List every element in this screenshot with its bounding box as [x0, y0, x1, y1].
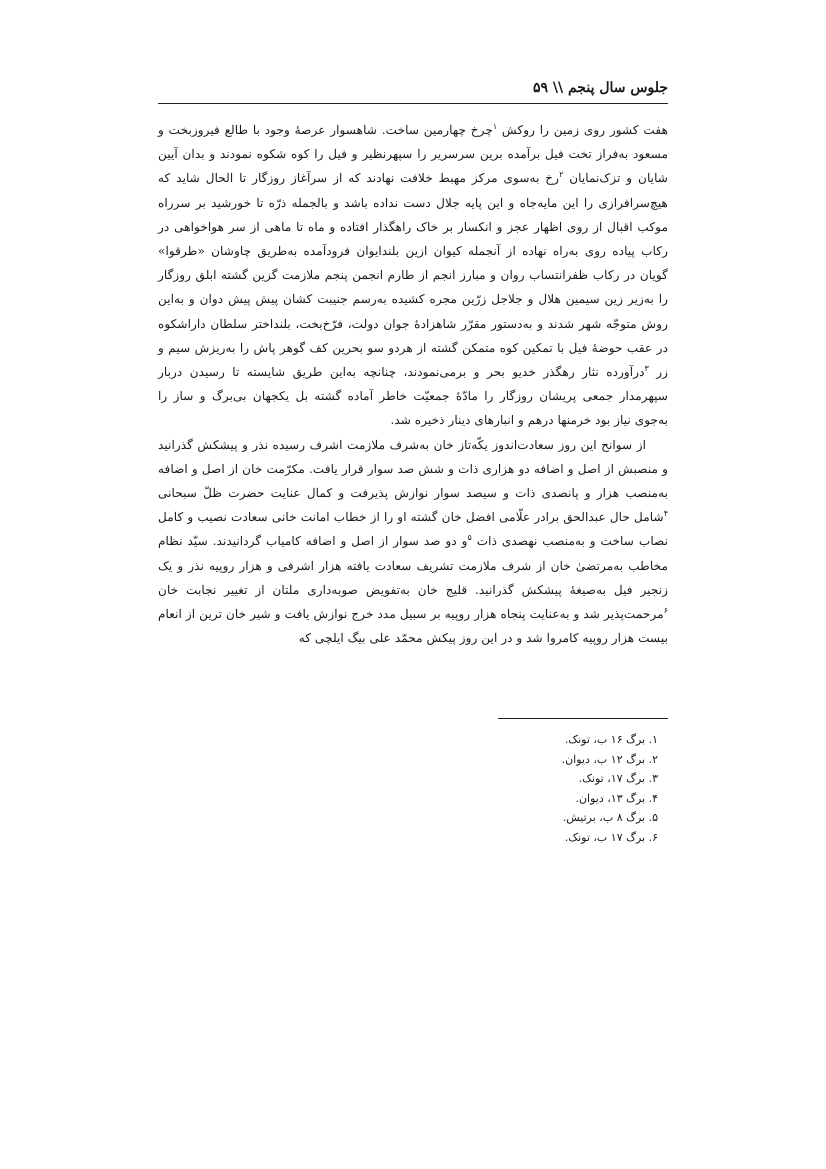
text-run: مرحمت‌پذیر شد و به‌عنایت پنجاه هزار روپیه بر سبیل مدد خرج نوازش یافت و شیر خان ترین از انعام بیست هزار روپیه کامروا شد و در این روز پیکش محمّد علی بیگ ایلچی که [158, 607, 668, 646]
footnotes-list [158, 730, 668, 848]
footnote-item: ۲. برگ ۱۲ ب، دیوان. [561, 752, 658, 766]
footnote-marker-5: ۵ [467, 533, 472, 543]
header-divider [158, 103, 668, 104]
footnote-marker-1: ۱ [492, 121, 498, 131]
footnote-item: ۴. برگ ۱۳، دیوان. [575, 791, 658, 805]
footnote-marker-3: ۳ [644, 363, 649, 373]
footnote-marker-4: ۴ [663, 509, 668, 519]
text-run: شامل حال عبدالحق برادر علّامی افضل خان گشته او را از خطاب امانت خانی سعادت نصیب و کامل نصاب ساخت و به‌منصب نهصدی ذات [158, 510, 668, 549]
paragraph-1 [158, 118, 668, 433]
paragraph-2 [158, 433, 668, 651]
footnote-item: ۳. برگ ۱۷، تونک. [578, 772, 658, 786]
footnote-item: ۱. برگ ۱۶ ب، تونک. [564, 733, 658, 746]
text-run: چرخ چهارمین ساخت. شاهسوار عرصهٔ وجود با طالع فیروزبخت و مسعود به‌فراز تخت فیل برآمده برین سرسریر را سپهرنظیر و فیل را کوه شکوه نمودند و بدان آیین شایان و تزک‌نمایان [158, 123, 668, 186]
footnote-marker-2: ۲ [559, 170, 564, 180]
footnote-divider [498, 718, 668, 719]
text-run: رخ به‌سوی مرکز مهبط خلافت نهادند که از سرآغاز روزگار تا الحال شاید که هیچ‌سرافرازی را این مایه‌جاه و این پایه جلال دست نداده باشد و بالجمله ذرّه تا خورشید بر سرراه موکب اقبال از روی اظهار عجز و انکسار بر خاک راهگذار افتاده و ماه تا ماهی از سر هواخواهی در رکاب پیاده روی به‌راه نهاده از آنجمله کیوان ازین بلندایوان فرودآمده به‌طریق چاوشان «طرقوا» گویان در رکاب ظفرانتساب روان و مبارز انجم از طارم انجمن پنجم ملازمت گزین گشته ابلق روزگار را به‌زیر زین سیمین هلال و جلاجل زرّین مجره کشیده به‌رسم جنیبت کشان پیش پیش دوان و به‌این روش متوجّه شهر شدند و به‌دستور مقرّر شاهزادهٔ جوان دولت، فرّخ‌بخت، بلنداختر سلطان داراشکوه در عقب حوضهٔ فیل با تمکین کوه متمکن گشته از هردو سو بحرین کف گوهر پاش را به‌ریزش سیم و زر [158, 171, 668, 380]
footnote-marker-6: ۶ [663, 606, 668, 615]
running-title: جلوس سال پنجم \\ ۵۹ [532, 80, 668, 96]
text-run: از سوانح این روز سعادت‌اندوز یکّه‌تاز خان به‌شرف ملازمت اشرف رسیده نذر و پیشکش گذرانید و منصبش از اصل و اضافه دو هزاری ذات و شش صد سوار قرار یافت. مکرّمت خان از اصل و اضافه به‌منصب هزار و پانصدی ذات و سیصد سوار نوازش پذیرفت و کمال عنایت حضرت ظلّ سبحانی [158, 437, 668, 501]
footnote-item: ۵. برگ ۸ ب، برتیش. [562, 811, 658, 825]
footnote-item: ۶. برگ ۱۷ ب، تونک. [564, 830, 658, 844]
text-run: و دو صد سوار از اصل و اضافه کامیاب گردانیدند. سیّد نظام مخاطب به‌مرتضیٰ خان از شرف ملازمت تشریف سعادت یافته هزار اشرفی و هزار روپیه نذر و یک زنجیر فیل به‌صیغهٔ پیشکش گذرانید. قلیج خان به‌تفویض صوبه‌داری ملتان از تغییر نجابت خان [158, 534, 668, 597]
main-text [158, 118, 668, 650]
text-run: درآورده نثار رهگذر خدیو بحر و برمی‌نمودند، چنانچه به‌این طریق شایسته تا رسیدن دربار سپهرمدار جمعی پریشان روزگار را مادّهٔ جمعیّت خاطر آماده گشته بل یکجهان بی‌برگ و ساز را به‌جوی نیاز بود خرمنها درهم و انبارهای دینار ذخیره شد. [158, 365, 668, 428]
text-run: هفت کشور روی زمین را روکش [497, 123, 668, 137]
running-head [158, 78, 668, 104]
